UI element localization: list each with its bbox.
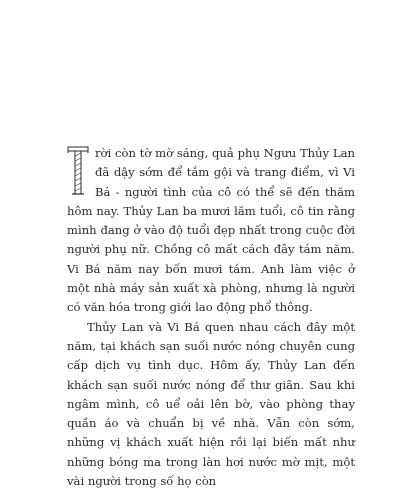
drop-cap-letter [67,144,89,198]
paragraph-1: rời còn tờ mờ sáng, quả phụ Ngưu Thủy Lan đã dậy sớm để tắm gội và trang điểm, vì Vi Bá - người tình của cô có thể sẽ đến thăm hôm nay. Thủy Lan ba mươi lăm tuổi, cô tin rằng mình đang ở vào độ tuổi đẹp nhất trong cuộc đời người phụ nữ. Chồng cô mất cách đây tám năm. Vi Bá năm nay bốn mươi tám. Anh làm việc ở một nhà máy sản xuất xà phòng, nhưng là người có văn hóa trong giới lao động phổ thông. [67,146,355,315]
story-text [67,144,355,491]
paragraph-2: Thủy Lan và Vi Bá quen nhau cách đây một năm, tại khách sạn suối nước nóng chuyên cung cấp dịch vụ tình dục. Hôm ấy, Thủy Lan đến khách sạn suối nước nóng để thư giãn. Sau khi ngâm mình, cô uể oải lên bờ, vào phòng thay quần áo và chuẩn bị về nhà. Vẫn còn sớm, những vị khách xuất hiện rồi lại biến mất như những bóng ma trong làn hơi nước mờ mịt, một vài người trong số họ còn [67,319,355,489]
drop-cap-t-glyph [67,144,89,198]
